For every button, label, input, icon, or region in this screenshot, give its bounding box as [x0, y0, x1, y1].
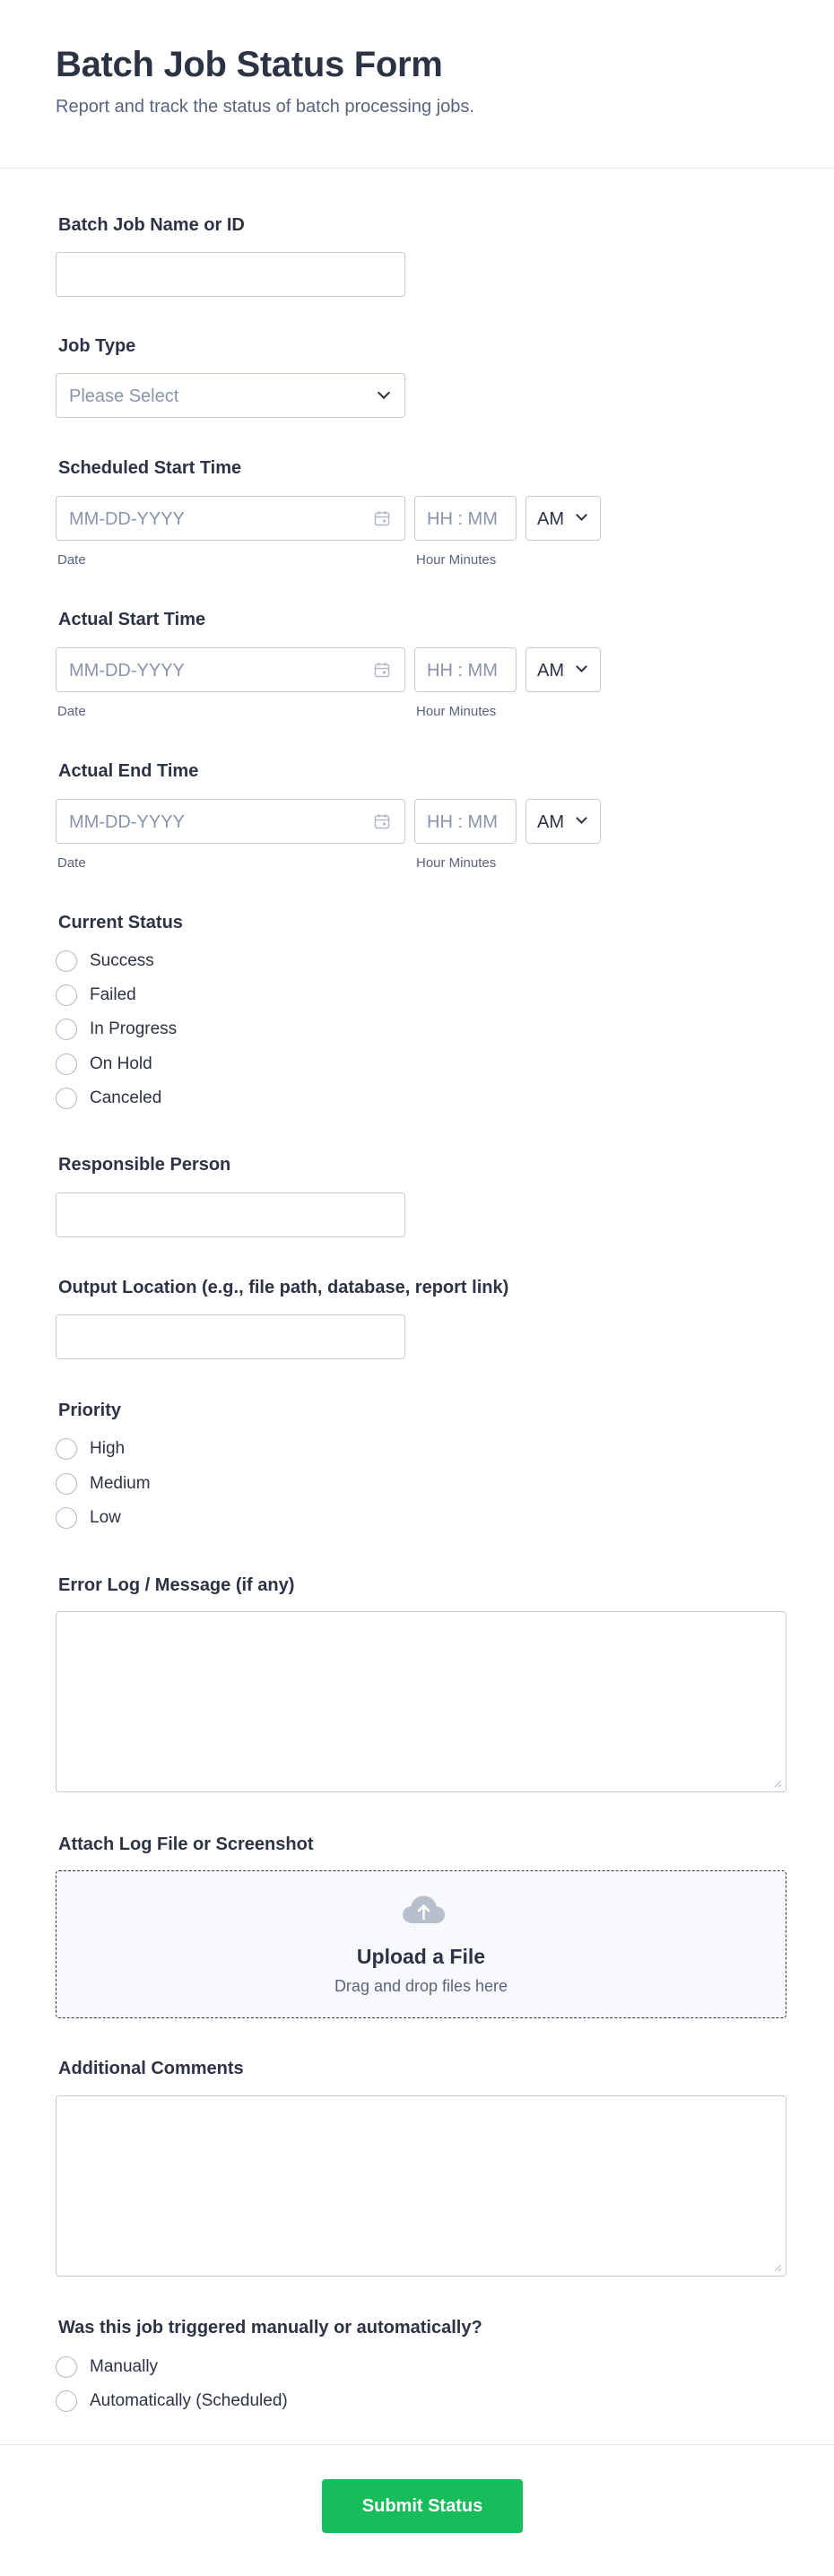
job-name-label: Batch Job Name or ID [58, 215, 245, 235]
form-footer [0, 2444, 834, 2576]
job-name-input[interactable] [56, 252, 405, 297]
resize-handle-icon[interactable] [773, 1779, 782, 1788]
radio-button[interactable] [56, 2356, 77, 2378]
ampm-value: AM [537, 812, 564, 832]
radio-label: High [90, 1439, 126, 1458]
status-option-canceled[interactable] [56, 1086, 161, 1111]
radio-button[interactable] [56, 1054, 77, 1075]
actual-end-time-input[interactable] [414, 799, 517, 844]
upload-title: Upload a File [356, 1945, 486, 1968]
current-status-label: Current Status [58, 913, 183, 932]
radio-label: Success [90, 951, 154, 970]
ampm-value: AM [537, 661, 564, 681]
status-option-in-progress[interactable] [56, 1017, 177, 1042]
scheduled-start-ampm-select[interactable] [526, 496, 601, 541]
time-placeholder: HH : MM [427, 509, 498, 529]
status-option-on-hold[interactable] [56, 1052, 152, 1077]
time-sublabel: Hour Minutes [416, 855, 497, 871]
job-type-label: Job Type [58, 336, 136, 356]
date-placeholder: MM-DD-YYYY [69, 812, 185, 832]
resize-handle-icon[interactable] [773, 2263, 782, 2272]
radio-button[interactable] [56, 2390, 77, 2412]
radio-button[interactable] [56, 1507, 77, 1529]
scheduled-start-time-input[interactable] [414, 496, 517, 541]
radio-label: In Progress [90, 1019, 178, 1038]
cloud-upload-icon [400, 1893, 447, 1927]
calendar-icon[interactable] [374, 662, 390, 678]
actual-end-label: Actual End Time [58, 761, 199, 781]
time-placeholder: HH : MM [427, 661, 498, 681]
form-header [0, 0, 834, 169]
actual-end-date-input[interactable] [56, 799, 405, 844]
responsible-person-label: Responsible Person [58, 1155, 231, 1175]
date-sublabel: Date [57, 552, 86, 568]
date-placeholder: MM-DD-YYYY [69, 661, 185, 681]
scheduled-start-label: Scheduled Start Time [58, 458, 242, 478]
calendar-icon[interactable] [374, 510, 390, 526]
radio-label: On Hold [90, 1054, 152, 1073]
chevron-down-icon [576, 812, 587, 824]
job-type-select[interactable] [56, 373, 405, 418]
date-sublabel: Date [57, 855, 86, 871]
priority-option-high[interactable] [56, 1436, 125, 1461]
status-option-success[interactable] [56, 949, 154, 974]
form-subtitle: Report and track the status of batch processing jobs. [56, 97, 474, 117]
date-sublabel: Date [57, 704, 86, 719]
output-location-label: Output Location (e.g., file path, database, report link) [58, 1278, 509, 1297]
job-type-placeholder: Please Select [69, 386, 179, 406]
actual-end-ampm-select[interactable] [526, 799, 601, 844]
ampm-value: AM [537, 509, 564, 529]
actual-start-time-input[interactable] [414, 647, 517, 692]
radio-button[interactable] [56, 1019, 77, 1040]
radio-label: Medium [90, 1474, 151, 1493]
calendar-icon[interactable] [374, 813, 390, 829]
radio-button[interactable] [56, 984, 77, 1006]
priority-label: Priority [58, 1401, 122, 1420]
additional-comments-label: Additional Comments [58, 2059, 244, 2078]
priority-option-low[interactable] [56, 1505, 121, 1531]
file-upload-dropzone[interactable] [56, 1870, 786, 2018]
trigger-label: Was this job triggered manually or automatically? [58, 2318, 482, 2337]
date-placeholder: MM-DD-YYYY [69, 509, 185, 529]
radio-label: Failed [90, 985, 136, 1004]
priority-option-medium[interactable] [56, 1471, 151, 1496]
time-placeholder: HH : MM [427, 812, 498, 832]
radio-button[interactable] [56, 1438, 77, 1460]
trigger-option-manually[interactable] [56, 2355, 158, 2380]
status-option-failed[interactable] [56, 983, 136, 1008]
chevron-down-icon [576, 661, 587, 672]
output-location-input[interactable] [56, 1314, 405, 1359]
attachment-label: Attach Log File or Screenshot [58, 1834, 314, 1854]
upload-subtitle: Drag and drop files here [334, 1977, 508, 1995]
additional-comments-textarea[interactable] [56, 2095, 786, 2277]
scheduled-start-date-input[interactable] [56, 496, 405, 541]
chevron-down-icon [378, 386, 390, 399]
trigger-option-automatically[interactable] [56, 2389, 288, 2414]
radio-label: Low [90, 1508, 121, 1527]
radio-label: Canceled [90, 1089, 162, 1107]
actual-start-label: Actual Start Time [58, 610, 206, 629]
time-sublabel: Hour Minutes [416, 704, 497, 719]
error-log-label: Error Log / Message (if any) [58, 1575, 295, 1595]
radio-button[interactable] [56, 1088, 77, 1109]
time-sublabel: Hour Minutes [416, 552, 497, 568]
radio-button[interactable] [56, 950, 77, 972]
radio-label: Manually [90, 2357, 159, 2376]
responsible-person-input[interactable] [56, 1193, 405, 1237]
radio-label: Automatically (Scheduled) [90, 2391, 288, 2410]
error-log-textarea[interactable] [56, 1611, 786, 1792]
form-title: Batch Job Status Form [56, 45, 443, 84]
actual-start-date-input[interactable] [56, 647, 405, 692]
actual-start-ampm-select[interactable] [526, 647, 601, 692]
radio-button[interactable] [56, 1473, 77, 1495]
submit-button[interactable]: Submit Status [322, 2479, 523, 2533]
chevron-down-icon [576, 509, 587, 521]
